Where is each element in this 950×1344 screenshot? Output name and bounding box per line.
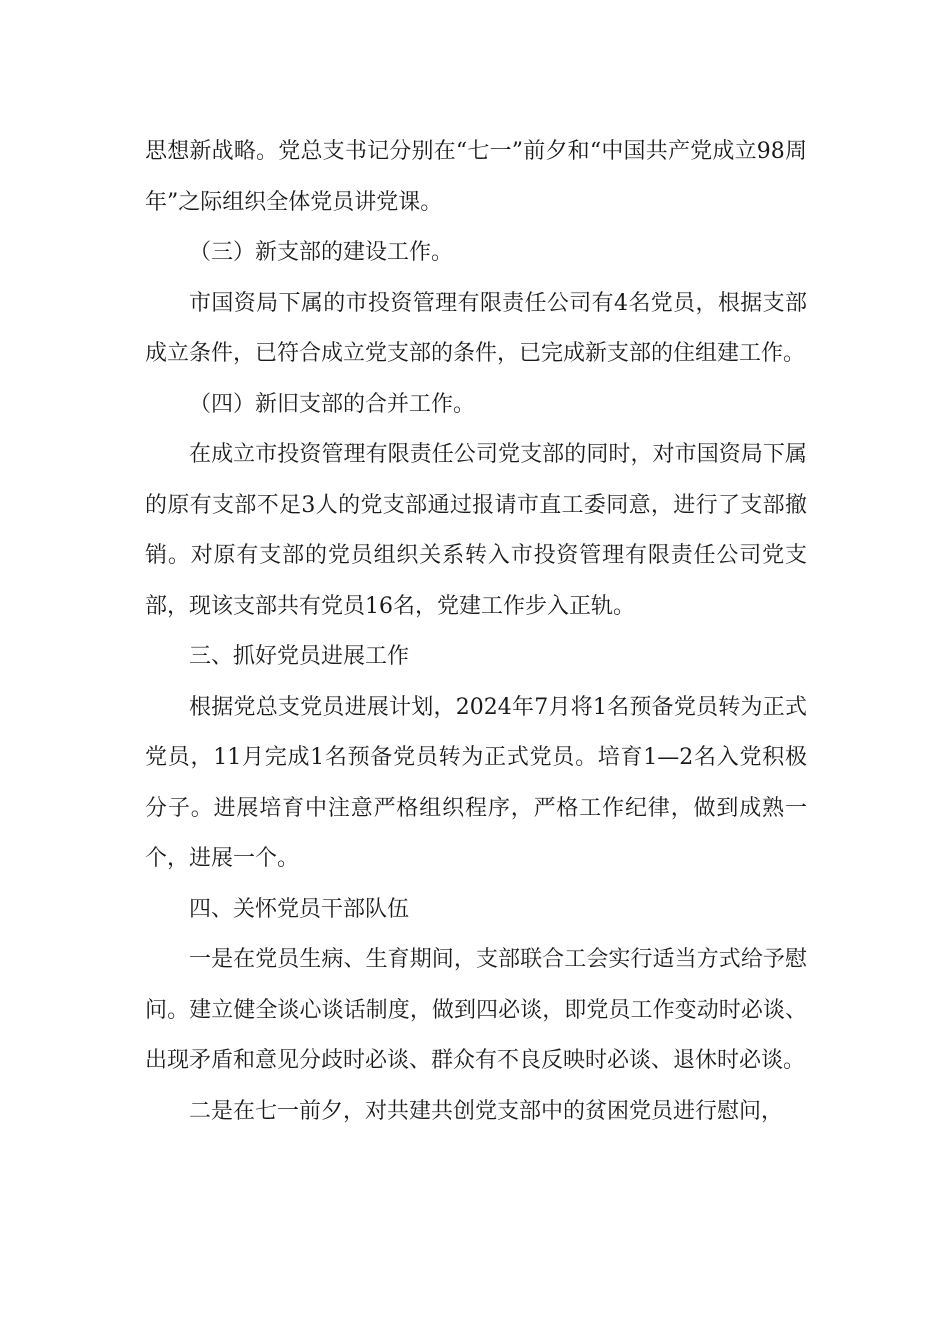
paragraph-6-heading: 三、抓好党员进展工作 (189, 644, 410, 669)
paragraph-2-heading: （三）新支部的建设工作。 (189, 240, 454, 265)
paragraph-4-heading: （四）新旧支部的合并工作。 (189, 391, 476, 417)
document-body (145, 127, 807, 1137)
paragraph-3: 市国资局下属的市投资管理有限责任公司有4名党员，根据支部成立条件，已符合成立党支部的条件，已完成新支部的住组建工作。 (145, 290, 807, 366)
paragraph-9: 一是在党员生病、生育期间，支部联合工会实行适当方式给予慰问。建立健全谈心谈话制度，做到四必谈，即党员工作变动时必谈、出现矛盾和意见分歧时必谈、群众有不良反映时必谈、退休时必谈。 (145, 947, 807, 1073)
paragraph-10: 二是在七一前夕，对共建共创党支部中的贫困党员进行慰问， (189, 1098, 784, 1124)
paragraph-5: 在成立市投资管理有限责任公司党支部的同时，对市国资局下属的原有支部不足3人的党支部通过报请市直工委同意，进行了支部撤销。对原有支部的党员组织关系转入市投资管理有限责任公司党支部，现该支部共有党员16名，党建工作步入正轨。 (145, 442, 807, 619)
paragraph-8-heading: 四、关怀党员干部队伍 (189, 896, 410, 922)
paragraph-7: 根据党总支党员进展计划，2024年7月将1名预备党员转为正式党员，11月完成1名预备党员转为正式党员。培育1—2名入党积极分子。进展培育中注意严格组织程序，严格工作纪律，做到成熟一个，进展一个。 (145, 694, 807, 871)
paragraph-1: 思想新战略。党总支书记分别在“七一”前夕和“中国共产党成立98周年”之际组织全体党员讲党课。 (145, 139, 807, 215)
